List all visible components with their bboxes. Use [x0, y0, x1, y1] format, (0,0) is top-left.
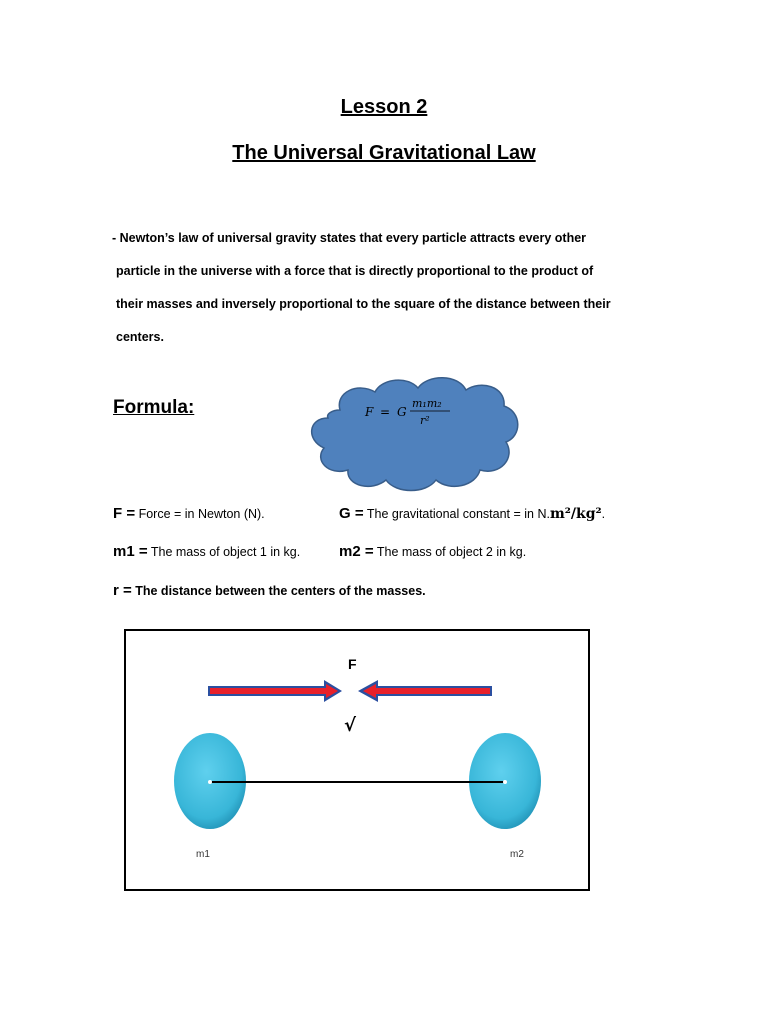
paragraph-line: - Newton’s law of universal gravity states that every particle attracts every other — [112, 231, 587, 245]
mass2-center — [503, 780, 507, 784]
formula-denominator: r² — [420, 414, 430, 427]
def-text: The gravitational constant = in N. — [363, 507, 550, 521]
formula-lhs: F — [365, 405, 374, 419]
intro-paragraph — [112, 222, 672, 354]
def-unit: m²/kg² — [549, 506, 602, 522]
formula-equals: = — [380, 405, 391, 419]
definition-r — [113, 582, 426, 599]
mass1-label: m1 — [196, 849, 210, 860]
def-symbol: m1 = — [113, 543, 148, 560]
mass1-center — [208, 780, 212, 784]
definition-m1 — [113, 543, 300, 560]
def-text: The distance between the centers of the masses. — [131, 584, 426, 598]
paragraph-line: particle in the universe with a force that is directly proportional to the product of — [116, 264, 594, 278]
formula-label: Formula: — [113, 397, 195, 418]
lesson-title: Lesson 2 — [340, 96, 428, 118]
def-text: The mass of object 2 in kg. — [373, 545, 527, 559]
def-end: . — [601, 507, 606, 521]
formula-const: G — [397, 405, 407, 419]
left-force-arrow — [208, 680, 342, 702]
cloud-shape — [312, 378, 518, 491]
mass2-label: m2 — [510, 849, 524, 860]
formula-numerator: m₁m₂ — [412, 397, 442, 410]
def-symbol: G = — [339, 505, 364, 522]
def-symbol: m2 = — [339, 543, 374, 560]
def-symbol: r = — [113, 582, 132, 599]
force-label: F — [348, 656, 357, 672]
page-subtitle: The Universal Gravitational Law — [232, 142, 536, 164]
def-symbol: F = — [113, 505, 136, 522]
paragraph-line: their masses and inversely proportional to the square of the distance between their — [116, 297, 611, 311]
diagram-canvas — [126, 631, 588, 889]
def-text: The mass of object 1 in kg. — [147, 545, 301, 559]
gravity-diagram — [124, 629, 590, 891]
definition-g — [339, 505, 605, 522]
def-text: Force = in Newton (N). — [135, 507, 265, 521]
right-force-arrow — [358, 680, 492, 702]
paragraph-line: centers. — [116, 330, 164, 344]
cursor-glyph-icon: √ — [344, 715, 357, 736]
definition-m2 — [339, 543, 526, 560]
definition-f — [113, 505, 265, 522]
formula-cloud — [300, 370, 525, 495]
